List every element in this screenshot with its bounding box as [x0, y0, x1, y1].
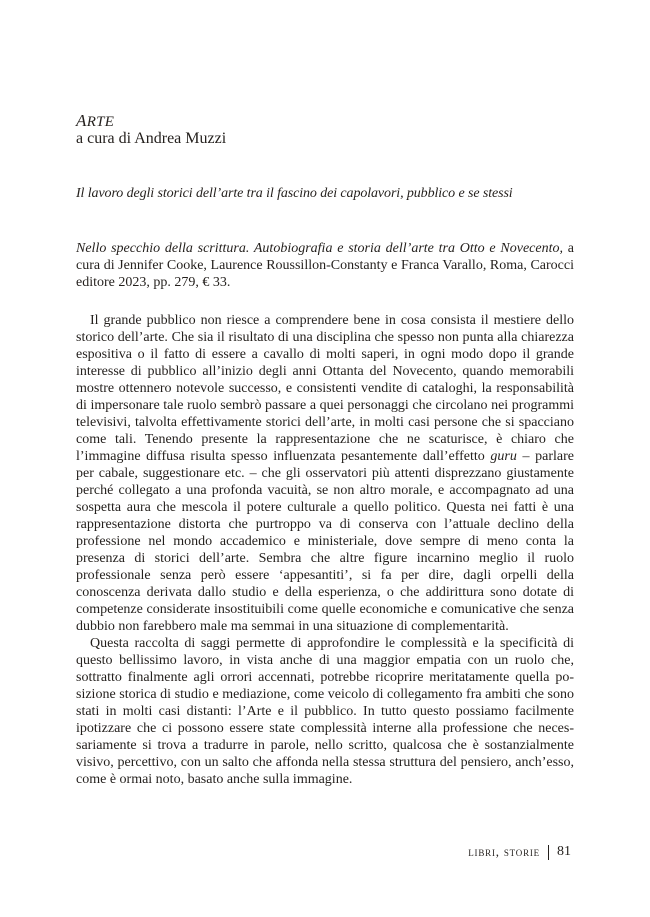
section-heading-initial: A — [76, 111, 87, 130]
running-head: libri, storie — [468, 844, 540, 859]
paragraph-2: Questa raccolta di saggi permette di approfondire le complessità e la specificità di questo bellissimo lavoro, in vista anche di una maggior empatia con un ruolo che, sottratto finalmente agli orrori accennati, potrebbe ricoprire meritatamente quella posizione storica di studio e mediazione, come veicolo di collegamento fra ambiti che sono stati in molti casi distanti: l’Arte e il pubblico. In tutto questo possiamo facilmente ipotizzare che ci possono essere state complessità interne alla professione che necessariamente si trova a tradurre in parole, nello scritto, qualcosa che è sostanzialmente visivo, percettivo, con un salto che affonda nella stessa struttura del pensiero, anch’esso, come è ormai noto, basato anche sulla immagine. — [76, 636, 574, 787]
page-footer — [468, 844, 571, 860]
review-body — [76, 312, 574, 788]
section-heading — [76, 111, 114, 131]
paragraph-1 — [76, 312, 574, 635]
book-details: a cura di Jennifer Cooke, Laurence Roussillon-Constanty e Franca Varallo, Roma, Carocci editore 2023, pp. 279, € 33. — [76, 241, 574, 290]
section-editor: a cura di Andrea Muzzi — [76, 130, 227, 147]
page-number: 81 — [557, 844, 571, 859]
paragraph-1-part-a: Il grande pubblico non riesce a comprendere bene in cosa consista il mestiere dello storico dell’arte. Che sia il risultato di una disciplina che spesso non punta alla chiarezza espositiva o il fatto di essere a cavallo di molti saperi, in ogni modo dopo il grande interesse di pubblico all’inizio degli anni Ottanta del Novecento, quando memorabili mostre ottennero notevole successo, e consistenti vendite di cataloghi, la responsabilità di impersonare tale ruolo sembrò passare a quei personaggi che circolano nei programmi televisivi, talvolta effettivamente storici dell’arte, in molti casi persone che si spacciano come tali. Tenendo presente la rappresentazione che ne scaturisce, è chiaro che l’immagine diffusa risulta spesso influenzata pesantemente dall’effetto — [76, 313, 574, 464]
paragraph-1-emphasis: guru — [490, 449, 517, 464]
book-citation — [76, 240, 574, 291]
paragraph-1-part-b: – parlare per cabale, suggestionare etc. – che gli osservatori più attenti disprezzano giustamente perché collegato a una profonda vacuità, se non altro morale, e accompagnato ad una sospetta aura che mescola il potere culturale a quello politico. Questa nei fatti è una rappresentazione distorta che purtroppo va di conserva con l’attuale declino della professione nel mondo accademico e ministeriale, dove sempre di meno conta la presenza di storici dell’arte. Sembra che altre figure incarnino meglio il ruolo professionale senza però essere ‘appesantiti’, si fa per dire, dagli orpelli della conoscenza derivata dallo studio e della esperienza, o che addirittura sono dotate di competenze considerate insostituibili come quelle economiche e comunicative che senza dubbio non farebbero male ma semmai in una situazione di complementarità. — [76, 449, 574, 634]
book-title: Nello specchio della scrittura. Autobiografia e storia dell’arte tra Otto e Novecento, — [76, 241, 563, 256]
footer-divider — [548, 845, 549, 860]
section-heading-rest: RTE — [86, 114, 115, 130]
article-title: Il lavoro degli storici dell’arte tra il fascino dei capolavori, pubblico e se stessi — [76, 186, 513, 201]
